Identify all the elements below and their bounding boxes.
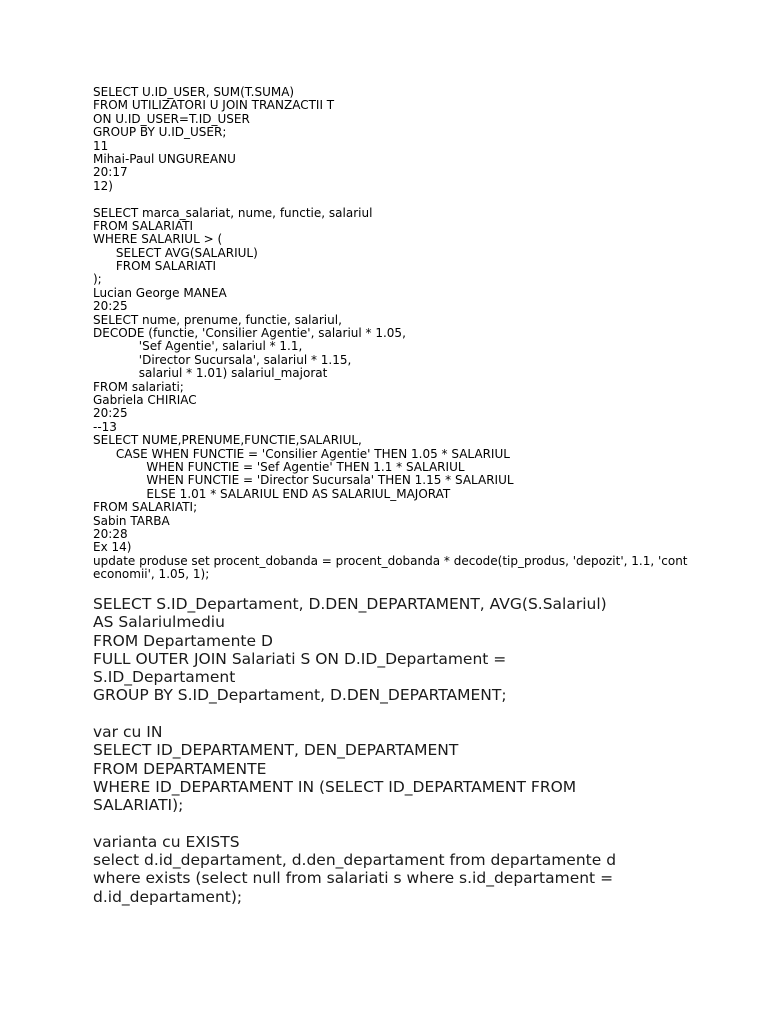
text-line: 20:17 — [93, 165, 128, 180]
text-line: d.id_departament); — [93, 887, 243, 906]
chat-log-block — [93, 86, 733, 581]
text-line: FROM UTILIZATORI U JOIN TRANZACTII T — [93, 98, 335, 113]
text-line: GROUP BY U.ID_USER; — [93, 125, 227, 140]
text-line: FULL OUTER JOIN Salariati S ON D.ID_Departament = — [93, 649, 507, 668]
text-line: Sabin TARBA — [93, 513, 170, 528]
text-line: SELECT marca_salariat, nume, functie, salariul — [93, 205, 373, 220]
text-line: FROM SALARIATI; — [93, 500, 198, 515]
text-line: CASE WHEN FUNCTIE = 'Consilier Agentie' THEN 1.05 * SALARIUL — [93, 446, 510, 461]
blank-line — [93, 815, 733, 833]
text-line: Lucian George MANEA — [93, 285, 227, 300]
text-line: SALARIATI); — [93, 796, 184, 815]
text-line: ); — [93, 272, 102, 287]
text-line: GROUP BY S.ID_Departament, D.DEN_DEPARTAMENT; — [93, 686, 507, 705]
text-line: var cu IN — [93, 723, 163, 742]
text-line: varianta cu EXISTS — [93, 832, 240, 851]
text-line: 20:25 — [93, 299, 128, 314]
text-line: 20:28 — [93, 526, 128, 541]
text-line: Ex 14) — [93, 540, 132, 555]
text-line: WHERE SALARIUL > ( — [93, 232, 223, 247]
text-line: SELECT ID_DEPARTAMENT, DEN_DEPARTAMENT — [93, 741, 459, 760]
text-line: Gabriela CHIRIAC — [93, 392, 197, 407]
text-line: WHERE ID_DEPARTAMENT IN (SELECT ID_DEPARTAMENT FROM — [93, 777, 577, 796]
text-line: ELSE 1.01 * SALARIUL END AS SALARIUL_MAJORAT — [93, 486, 451, 501]
text-line: S.ID_Departament — [93, 668, 236, 687]
text-line: FROM salariati; — [93, 379, 184, 394]
text-line: FROM SALARIATI — [93, 259, 216, 274]
text-line: WHEN FUNCTIE = 'Director Sucursala' THEN 1.15 * SALARIUL — [93, 473, 514, 488]
text-line: Mihai-Paul UNGUREANU — [93, 151, 236, 166]
text-line: SELECT NUME,PRENUME,FUNCTIE,SALARIUL, — [93, 433, 362, 448]
text-line: 20:25 — [93, 406, 128, 421]
text-line: FROM DEPARTAMENTE — [93, 759, 267, 778]
text-line: 'Director Sucursala', salariul * 1.15, — [93, 352, 352, 367]
text-line: WHEN FUNCTIE = 'Sef Agentie' THEN 1.1 * SALARIUL — [93, 459, 465, 474]
text-line: FROM SALARIATI — [93, 218, 194, 233]
blank-line — [93, 705, 733, 723]
text-line: DECODE (functie, 'Consilier Agentie', salariul * 1.05, — [93, 326, 406, 341]
text-line: SELECT U.ID_USER, SUM(T.SUMA) — [93, 85, 295, 99]
text-line: ON U.ID_USER=T.ID_USER — [93, 111, 250, 126]
text-line: AS Salariulmediu — [93, 613, 225, 632]
text-line: where exists (select null from salariati s where s.id_departament = — [93, 869, 614, 888]
text-line: 'Sef Agentie', salariul * 1.1, — [93, 339, 303, 354]
text-line: FROM Departamente D — [93, 631, 273, 650]
text-line: select d.id_departament, d.den_departament from departamente d — [93, 851, 617, 870]
text-line: salariul * 1.01) salariul_majorat — [93, 366, 328, 381]
text-line: 11 — [93, 138, 109, 153]
text-line: 12) — [93, 178, 113, 193]
text-line: SELECT S.ID_Departament, D.DEN_DEPARTAMENT, AVG(S.Salariul) — [93, 595, 607, 613]
sql-notes-block — [93, 595, 733, 906]
text-line: SELECT AVG(SALARIUL) — [93, 245, 258, 260]
text-line: --13 — [93, 419, 117, 434]
blank-line — [93, 193, 733, 206]
text-line: update produse set procent_dobanda = procent_dobanda * decode(tip_produs, 'depozit', 1.1, 'cont economii', 1.05, 1); — [93, 553, 688, 582]
text-line: SELECT nume, prenume, functie, salariul, — [93, 312, 342, 327]
